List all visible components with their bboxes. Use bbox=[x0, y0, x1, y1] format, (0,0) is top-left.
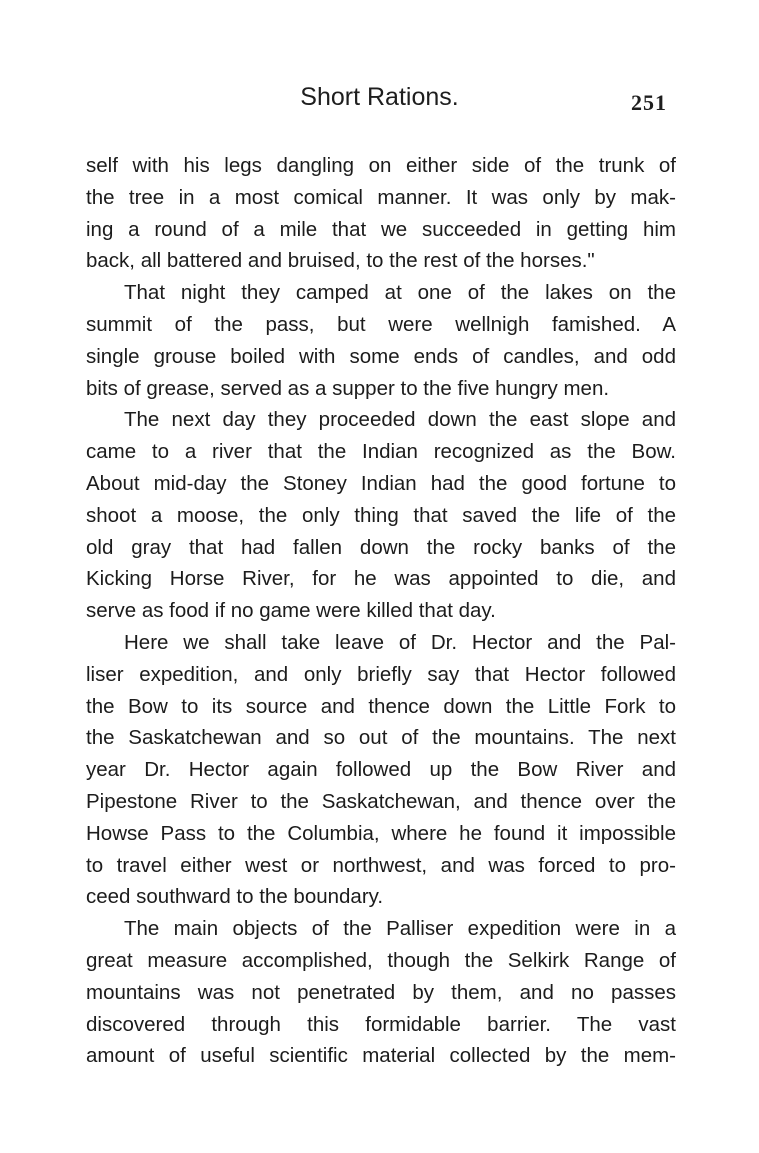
text-line: mountains was not penetrated by them, and no passes bbox=[86, 980, 676, 1004]
text-line: serve as food if no game were killed that day. bbox=[86, 599, 496, 623]
text-line: About mid-day the Stoney Indian had the good fortune to bbox=[86, 471, 676, 495]
running-head bbox=[0, 82, 759, 116]
text-line: single grouse boiled with some ends of candles, and odd bbox=[86, 344, 676, 368]
text-line: the tree in a most comical manner. It was only by mak- bbox=[86, 185, 676, 209]
text-line: The next day they proceeded down the east slope and bbox=[124, 408, 676, 432]
text-line: discovered through this formidable barrier. The vast bbox=[86, 1012, 676, 1036]
body-text bbox=[86, 150, 676, 1072]
text-line: liser expedition, and only briefly say that Hector followed bbox=[86, 662, 676, 686]
text-line: Here we shall take leave of Dr. Hector and the Pal- bbox=[124, 630, 676, 654]
text-line: ceed southward to the boundary. bbox=[86, 885, 384, 909]
text-line: the Saskatchewan and so out of the mountains. The next bbox=[86, 726, 676, 750]
text-line: summit of the pass, but were wellnigh famished. A bbox=[86, 312, 676, 336]
text-line: Pipestone River to the Saskatchewan, and thence over the bbox=[86, 789, 676, 813]
text-line: bits of grease, served as a supper to the five hungry men. bbox=[86, 376, 610, 400]
text-line: Howse Pass to the Columbia, where he found it impossible bbox=[86, 821, 676, 845]
text-line: That night they camped at one of the lakes on the bbox=[124, 281, 676, 305]
text-line: year Dr. Hector again followed up the Bow River and bbox=[86, 758, 676, 782]
text-line: ing a round of a mile that we succeeded in getting him bbox=[86, 217, 676, 241]
text-line: to travel either west or northwest, and was forced to pro- bbox=[86, 853, 676, 877]
text-line: Kicking Horse River, for he was appointed to die, and bbox=[86, 567, 676, 591]
page-title: Short Rations. bbox=[300, 83, 459, 111]
text-line: amount of useful scientific material collected by the mem- bbox=[86, 1044, 676, 1068]
text-line: self with his legs dangling on either side of the trunk of bbox=[86, 154, 676, 177]
text-line: The main objects of the Palliser expedition were in a bbox=[124, 917, 676, 941]
text-line: old gray that had fallen down the rocky banks of the bbox=[86, 535, 676, 559]
text-line: shoot a moose, the only thing that saved the life of the bbox=[86, 503, 676, 527]
text-line: came to a river that the Indian recognized as the Bow. bbox=[86, 440, 676, 464]
page-number: 251 bbox=[631, 90, 667, 115]
text-line: back, all battered and bruised, to the rest of the horses." bbox=[86, 249, 595, 273]
text-line: the Bow to its source and thence down the Little Fork to bbox=[86, 694, 676, 718]
text-line: great measure accomplished, though the Selkirk Range of bbox=[86, 948, 676, 972]
